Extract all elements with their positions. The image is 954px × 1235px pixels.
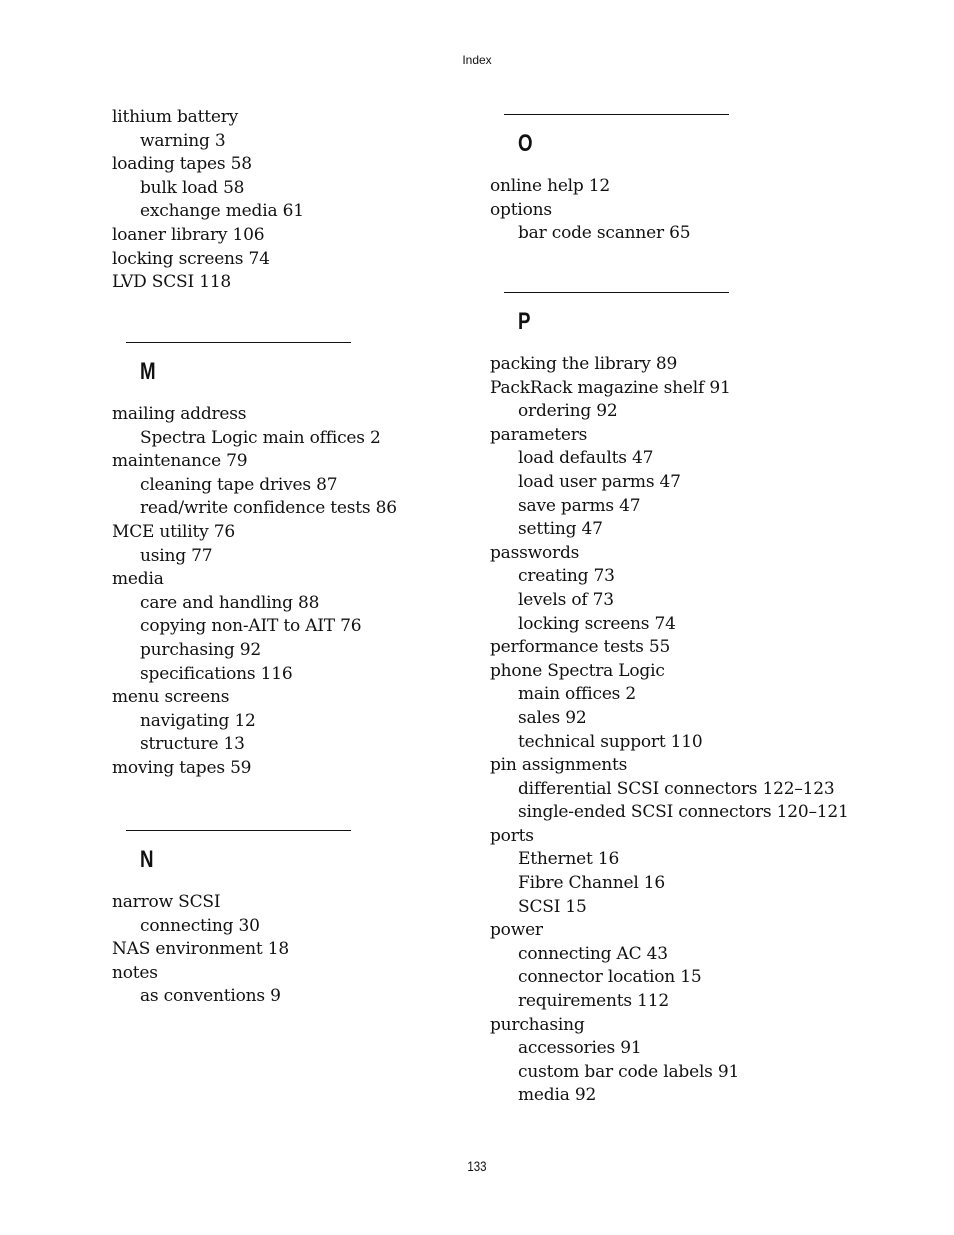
index-entry: LVD SCSI 118 [112,272,232,293]
index-subentry: SCSI 15 [518,896,587,917]
index-entry: loaner library 106 [112,224,265,245]
index-entry: notes [112,962,158,983]
index-subentry: navigating 12 [140,710,256,731]
index-subentry: levels of 73 [518,589,614,610]
index-section-n [112,830,351,1009]
section-letter: P [518,308,531,335]
index-subentry: Fibre Channel 16 [518,873,666,894]
index-entry: passwords [490,542,580,563]
section-letter: N [140,846,154,873]
index-subentry: purchasing 92 [140,639,261,660]
index-entry: maintenance 79 [112,451,248,472]
index-subentry: load defaults 47 [518,448,654,469]
index-subentry: Ethernet 16 [518,849,620,870]
index-section-m [112,342,397,781]
index-entry: options [490,199,552,220]
index-subentry: accessories 91 [518,1038,642,1059]
section-divider [126,342,351,343]
index-entry: NAS environment 18 [112,939,289,960]
section-entries [112,403,397,781]
index-entry: pin assignments [490,755,628,776]
index-entry: mailing address [112,404,247,424]
index-entry: packing the library 89 [490,354,678,374]
index-subentry: technical support 110 [518,731,703,752]
index-subentry: exchange media 61 [140,201,304,222]
index-entry: menu screens [112,687,230,708]
index-subentry: warning 3 [140,130,226,151]
index-entry: moving tapes 59 [112,757,252,778]
index-section-o [490,114,729,246]
index-subentry: structure 13 [140,734,245,755]
index-entry: PackRack magazine shelf 91 [490,377,731,398]
page-number: 133 [467,1158,487,1174]
index-subentry: bar code scanner 65 [518,223,691,244]
index-entry: lithium battery [112,107,239,127]
index-subentry: main offices 2 [518,684,637,705]
section-divider [126,830,351,831]
index-subentry: copying non-AIT to AIT 76 [140,616,362,637]
index-entry: locking screens 74 [112,248,270,269]
index-subentry: locking screens 74 [518,613,676,634]
section-entries [112,891,351,1009]
index-subentry: connecting 30 [140,915,260,936]
index-entry: phone Spectra Logic [490,660,665,681]
index-subentry: read/write confidence tests 86 [140,498,397,519]
index-entry: MCE utility 76 [112,521,235,542]
index-subentry: Spectra Logic main offices 2 [140,427,381,448]
index-subentry: sales 92 [518,707,587,728]
index-entry: power [490,920,543,941]
index-subentry: ordering 92 [518,401,618,422]
index-subentry: specifications 116 [140,663,293,684]
index-entry: media [112,569,164,590]
index-entry: narrow SCSI [112,892,221,912]
section-divider [504,292,729,293]
index-subentry: differential SCSI connectors 122–123 [518,778,835,799]
index-subentry: single-ended SCSI connectors 120–121 [518,802,849,823]
index-subentry: setting 47 [518,519,603,540]
index-entry: purchasing [490,1014,585,1035]
index-entry: performance tests 55 [490,637,671,658]
index-subentry: bulk load 58 [140,177,245,198]
continued-entries [112,106,304,295]
index-subentry: using 77 [140,545,213,566]
index-subentry: cleaning tape drives 87 [140,474,338,495]
running-header: Index [462,53,492,67]
index-subentry: connector location 15 [518,967,702,988]
index-entry: ports [490,825,534,846]
section-divider [504,114,729,115]
index-subentry: custom bar code labels 91 [518,1061,740,1082]
index-entry: loading tapes 58 [112,154,252,175]
index-subentry: as conventions 9 [140,986,281,1007]
index-subentry: save parms 47 [518,495,641,516]
index-entry: parameters [490,424,588,445]
section-entries [490,175,729,246]
index-subentry: care and handling 88 [140,592,320,613]
section-letter: M [140,358,156,385]
index-subentry: connecting AC 43 [518,943,668,964]
index-subentry: creating 73 [518,566,615,587]
index-subentry: media 92 [518,1085,597,1106]
index-subentry: load user parms 47 [518,471,681,492]
section-letter: O [518,130,533,157]
section-entries [490,353,849,1108]
index-entry: online help 12 [490,176,611,196]
index-subentry: requirements 112 [518,991,669,1012]
index-section-p [490,292,849,1108]
